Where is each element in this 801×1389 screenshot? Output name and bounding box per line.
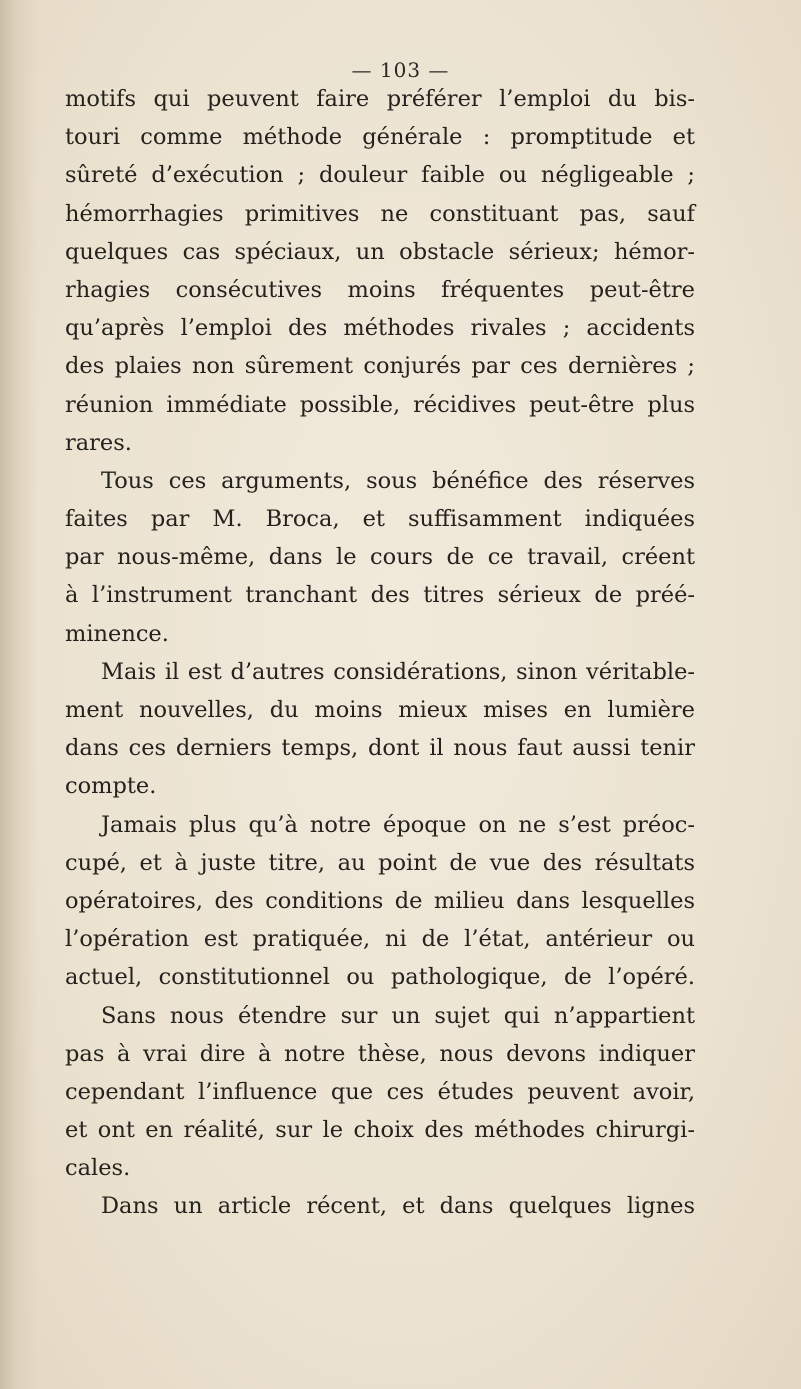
- text-line: opératoires, des conditions de milieu dans lesquelles: [65, 887, 695, 914]
- text-line: hémorrhagies primitives ne constituant pas, sauf: [65, 200, 695, 227]
- text-line: qu’après l’emploi des méthodes rivales ; accidents: [65, 315, 695, 342]
- text-line: Sans nous étendre sur un sujet qui n’appartient: [101, 1002, 695, 1029]
- text-line: cependant l’influence que ces études peuvent avoir,: [65, 1078, 695, 1105]
- text-line: Jamais plus qu’à notre époque on ne s’est préoc-: [101, 811, 695, 838]
- text-line: rares.: [65, 429, 132, 456]
- text-line: minence.: [65, 620, 169, 647]
- text-line: par nous-même, dans le cours de ce travail, créent: [65, 544, 695, 571]
- text-line: ment nouvelles, du moins mieux mises en lumière: [65, 697, 695, 723]
- text-line: et ont en réalité, sur le choix des méthodes chirurgi-: [65, 1117, 695, 1144]
- page-gutter-shadow: [0, 0, 38, 1389]
- text-line: pas à vrai dire à notre thèse, nous devons indiquer: [65, 1040, 695, 1067]
- text-line: motifs qui peuvent faire préférer l’emploi du bis-: [65, 86, 695, 112]
- text-line: dans ces derniers temps, dont il nous faut aussi tenir: [65, 735, 695, 762]
- text-line: Tous ces arguments, sous bénéfice des réserves: [101, 467, 695, 494]
- text-line: Dans un article récent, et dans quelques lignes: [101, 1193, 695, 1220]
- text-line: sûreté d’exécution ; douleur faible ou négligeable ;: [65, 162, 695, 189]
- page-number: — 103 —: [351, 58, 450, 82]
- text-line: cupé, et à juste titre, au point de vue des résultats: [65, 849, 695, 876]
- text-line: à l’instrument tranchant des titres sérieux de préé-: [65, 582, 695, 609]
- text-line: des plaies non sûrement conjurés par ces dernières ;: [65, 353, 695, 380]
- text-line: l’opération est pratiquée, ni de l’état, antérieur ou: [65, 926, 695, 953]
- text-line: cales.: [65, 1155, 131, 1182]
- text-line: quelques cas spéciaux, un obstacle sérieux; hémor-: [65, 238, 695, 265]
- text-line: touri comme méthode générale : promptitude et: [65, 124, 695, 151]
- text-line: compte.: [65, 773, 157, 800]
- text-line: rhagies consécutives moins fréquentes peut-être: [65, 276, 695, 303]
- text-line: Mais il est d’autres considérations, sinon véritable-: [101, 658, 695, 685]
- text-line: réunion immédiate possible, récidives peut-être plus: [65, 391, 695, 418]
- text-line: faites par M. Broca, et suffisamment indiquées: [65, 506, 695, 533]
- text-line: actuel, constitutionnel ou pathologique, de l’opéré.: [65, 964, 695, 991]
- body-text: [65, 80, 695, 1226]
